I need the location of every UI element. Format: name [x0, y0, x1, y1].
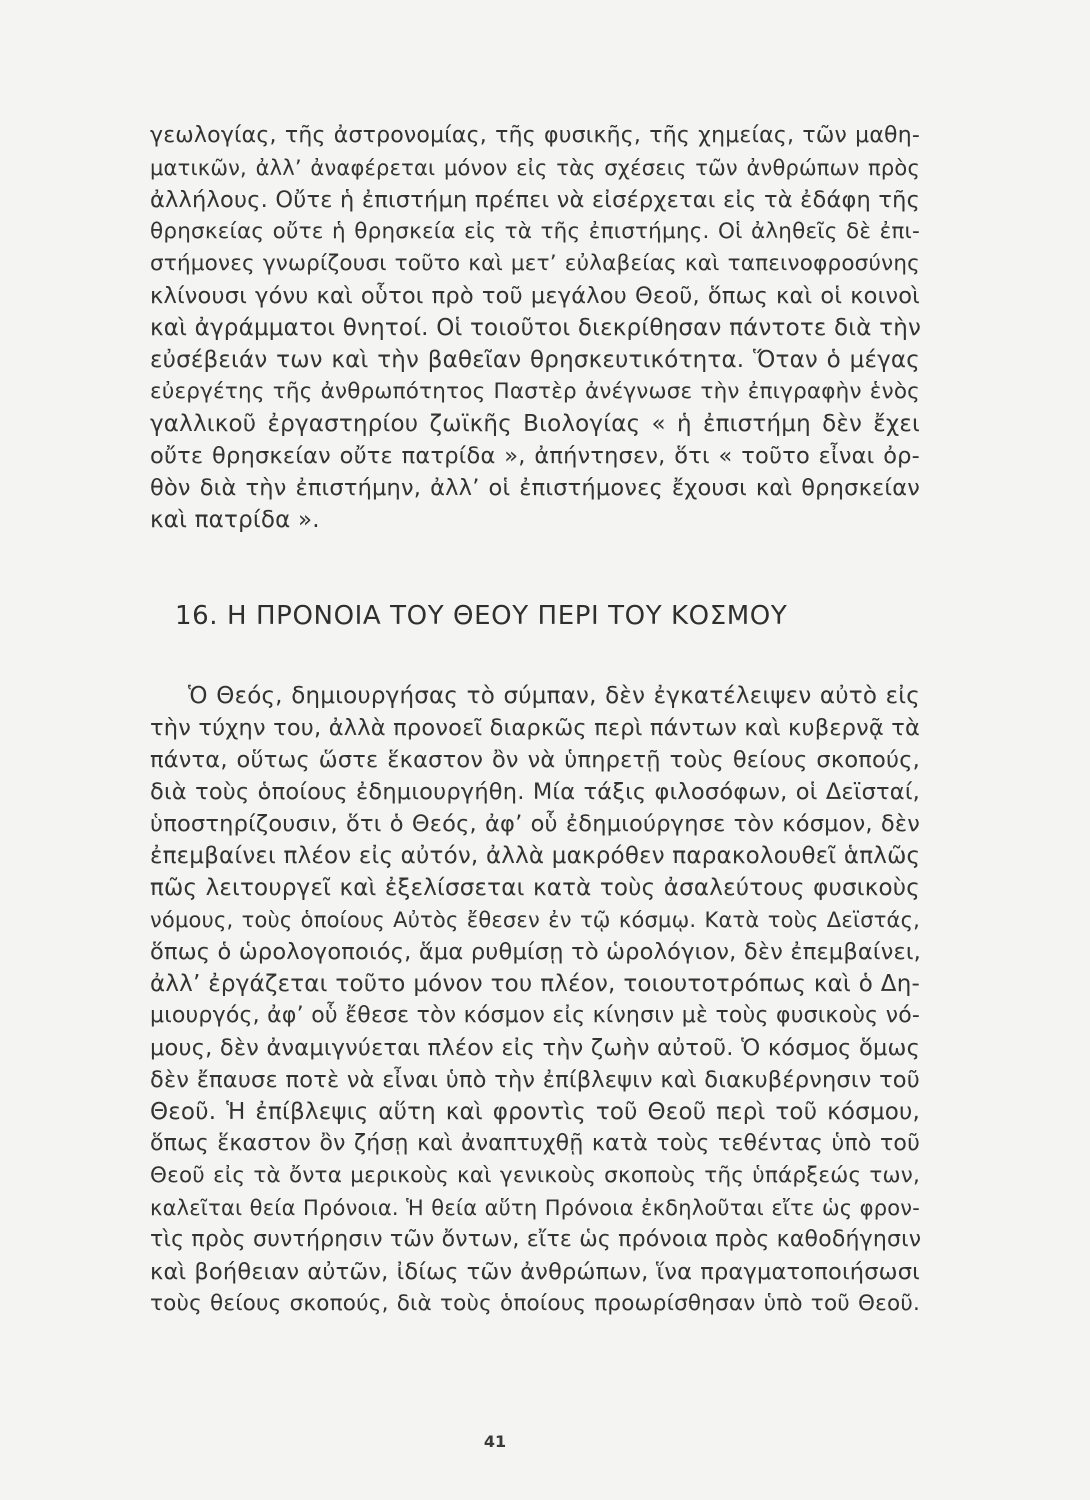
text-line: γαλλικοῦ ἐργαστηρίου ζωϊκῆς Βιολογίας « ἡ ἐπιστήμη δὲν ἔχει	[150, 411, 920, 437]
text-line: καὶ βοήθειαν αὐτῶν, ἰδίως τῶν ἀνθρώπων, ἵνα πραγματοποιήσωσι	[150, 1259, 920, 1285]
text-line: τὴν τύχην του, ἀλλὰ προνοεῖ διαρκῶς περὶ πάντων καὶ κυβερνᾷ τὰ	[150, 715, 921, 741]
page-number: 41	[483, 1432, 507, 1451]
text-line: Ὁ Θεός, δημιουργήσας τὸ σύμπαν, δὲν ἐγκατέλειψεν αὐτὸ εἰς	[188, 683, 920, 709]
text-line: ἀλλ’ ἐργάζεται τοῦτο μόνον του πλέον, τοιουτοτρόπως καὶ ὁ Δη-	[150, 971, 920, 997]
text-line: οὔτε θρησκείαν οὔτε πατρίδα », ἀπήντησεν, ὅτι « τοῦτο εἶναι ὀρ-	[150, 443, 920, 469]
text-line: θὸν διὰ τὴν ἐπιστήμην, ἀλλ’ οἱ ἐπιστήμονες ἔχουσι καὶ θρησκείαν	[150, 475, 920, 501]
text-line: πῶς λειτουργεῖ καὶ ἐξελίσσεται κατὰ τοὺς ἀσαλεύτους φυσικοὺς	[150, 875, 920, 901]
text-line: γεωλογίας, τῆς ἀστρονομίας, τῆς φυσικῆς, τῆς χημείας, τῶν μαθη-	[150, 123, 920, 148]
text-line: καλεῖται θεία Πρόνοια. Ἡ θεία αὕτη Πρόνοια ἐκδηλοῦται εἴτε ὡς φρον-	[150, 1196, 920, 1220]
text-line: κλίνουσι γόνυ καὶ οὗτοι πρὸ τοῦ μεγάλου Θεοῦ, ὅπως καὶ οἱ κοινοὶ	[150, 283, 920, 309]
text-line: διὰ τοὺς ὁποίους ἐδημιουργήθη. Μία τάξις φιλοσόφων, οἱ Δεϊσταί,	[150, 779, 920, 805]
text-line: τοὺς θείους σκοπούς, διὰ τοὺς ὁποίους προωρίσθησαν ὑπὸ τοῦ Θεοῦ.	[150, 1291, 920, 1316]
text-line: μους, δὲν ἀναμιγνύεται πλέον εἰς τὴν ζωὴν αὐτοῦ. Ὁ κόσμος ὅμως	[150, 1035, 920, 1061]
text-line: εὐεργέτης τῆς ἀνθρωπότητος Παστὲρ ἀνέγνωσε τὴν ἐπιγραφὴν ἑνὸς	[150, 379, 920, 404]
text-line: τὶς πρὸς συντήρησιν τῶν ὄντων, εἴτε ὡς πρόνοια πρὸς καθοδήγησιν	[150, 1227, 922, 1252]
text-line: δὲν ἔπαυσε ποτὲ νὰ εἶναι ὑπὸ τὴν ἐπίβλεψιν καὶ διακυβέρνησιν τοῦ	[150, 1067, 920, 1093]
text-line: ὑποστηρίζουσιν, ὅτι ὁ Θεός, ἀφ’ οὗ ἐδημιούργησε τὸν κόσμον, δὲν	[150, 811, 920, 837]
text-line: Θεοῦ. Ἡ ἐπίβλεψις αὕτη καὶ φροντὶς τοῦ Θεοῦ περὶ τοῦ κόσμου,	[150, 1099, 920, 1125]
section-heading: 16. Η ΠΡΟΝΟΙΑ ΤΟΥ ΘΕΟΥ ΠΕΡΙ ΤΟΥ ΚΟΣΜΟΥ	[175, 601, 788, 631]
text-line: καὶ πατρίδα ».	[150, 507, 320, 533]
text-line: μιουργός, ἀφ’ οὗ ἔθεσε τὸν κόσμον εἰς κίνησιν μὲ τοὺς φυσικοὺς νό-	[150, 1003, 920, 1028]
text-line: στήμονες γνωρίζουσι τοῦτο καὶ μετ’ εὐλαβείας καὶ ταπεινοφροσύνης	[150, 251, 920, 276]
text-line: ἀλλήλους. Οὔτε ἡ ἐπιστήμη πρέπει νὰ εἰσέρχεται εἰς τὰ ἐδάφη τῆς	[150, 187, 920, 213]
text-line: εὐσέβειάν των καὶ τὴν βαθεῖαν θρησκευτικότητα. Ὅταν ὁ μέγας	[150, 347, 920, 373]
text-line: καὶ ἀγράμματοι θνητοί. Οἱ τοιοῦτοι διεκρίθησαν πάντοτε διὰ τὴν	[150, 315, 922, 341]
text-line: ὅπως ἕκαστον ὂν ζήσῃ καὶ ἀναπτυχθῇ κατὰ τοὺς τεθέντας ὑπὸ τοῦ	[150, 1131, 920, 1156]
text-line: πάντα, οὕτως ὥστε ἕκαστον ὂν νὰ ὑπηρετῇ τοὺς θείους σκοπούς,	[150, 747, 920, 773]
text-line: θρησκείας οὔτε ἡ θρησκεία εἰς τὰ τῆς ἐπιστήμης. Οἱ ἀληθεῖς δὲ ἐπι-	[150, 219, 920, 244]
text-line: ἐπεμβαίνει πλέον εἰς αὐτόν, ἀλλὰ μακρόθεν παρακολουθεῖ ἁπλῶς	[150, 843, 921, 869]
text-line: Θεοῦ εἰς τὰ ὄντα μερικοὺς καὶ γενικοὺς σκοποὺς τῆς ὑπάρξεώς των,	[150, 1163, 920, 1188]
text-line: νόμους, τοὺς ὁποίους Αὐτὸς ἔθεσεν ἐν τῷ κόσμῳ. Κατὰ τοὺς Δεϊστάς,	[150, 908, 920, 932]
text-line: ματικῶν, ἀλλ’ ἀναφέρεται μόνον εἰς τὰς σχέσεις τῶν ἀνθρώπων πρὸς	[150, 156, 920, 180]
text-line: ὅπως ὁ ὡρολογοποιός, ἅμα ρυθμίσῃ τὸ ὡρολόγιον, δὲν ἐπεμβαίνει,	[150, 939, 922, 965]
